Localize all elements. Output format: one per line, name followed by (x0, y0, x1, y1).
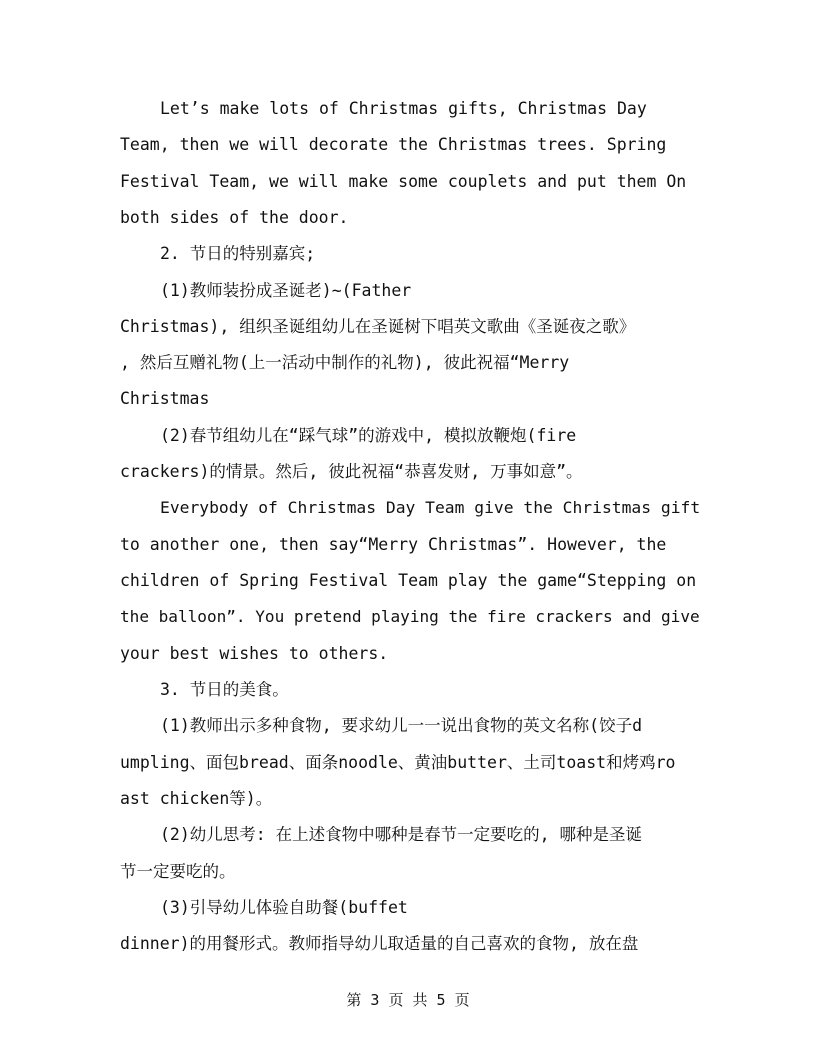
text-line-18: (1)教师出示多种食物, 要求幼儿一一说出食物的英文名称(饺子d (160, 716, 643, 735)
text-line-3: Festival Team, we will make some couplets and put them On (120, 172, 687, 191)
text-line-4: both sides of the door. (120, 208, 349, 227)
text-line-6: (1)教师装扮成圣诞老)~(Father (160, 281, 412, 300)
text-line-16: your best wishes to others. (120, 644, 389, 663)
text-line-12: Everybody of Christmas Day Team give the Christmas gift (160, 498, 701, 517)
text-line-9: Christmas (120, 389, 210, 408)
text-line-7: Christmas), 组织圣诞组幼儿在圣诞树下唱英文歌曲《圣诞夜之歌》 (120, 317, 636, 336)
text-line-20: ast chicken等)。 (120, 789, 273, 808)
text-line-24: dinner)的用餐形式。教师指导幼儿取适量的自己喜欢的食物, 放在盘 (120, 934, 639, 953)
section-heading-2: 2. 节日的特别嘉宾; (160, 244, 316, 263)
text-line-19: umpling、面包bread、面条noodle、黄油butter、土司toast和烤鸡ro (120, 753, 676, 772)
section-heading-3: 3. 节日的美食。 (160, 680, 289, 699)
text-line-15: the balloon”. You pretend playing the fire crackers and give (120, 607, 700, 626)
text-line-8: , 然后互赠礼物(上一活动中制作的礼物), 彼此祝福“Merry (120, 353, 570, 372)
text-line-11: crackers)的情景。然后, 彼此祝福“恭喜发财, 万事如意”。 (120, 462, 583, 481)
text-line-22: 节一定要吃的。 (120, 862, 236, 881)
page-footer: 第 3 页 共 5 页 (346, 991, 470, 1009)
text-line-13: to another one, then say“Merry Christmas”. However, the (120, 535, 667, 554)
text-line-1: Let’s make lots of Christmas gifts, Christmas Day (160, 99, 647, 118)
text-line-21: (2)幼儿思考: 在上述食物中哪种是春节一定要吃的, 哪种是圣诞 (160, 825, 643, 844)
text-line-23: (3)引导幼儿体验自助餐(buffet (160, 898, 408, 917)
text-line-14: children of Spring Festival Team play the game“Stepping on (120, 571, 697, 590)
text-line-10: (2)春节组幼儿在“踩气球”的游戏中, 模拟放鞭炮(fire (160, 426, 577, 445)
text-line-2: Team, then we will decorate the Christmas trees. Spring (120, 135, 667, 154)
